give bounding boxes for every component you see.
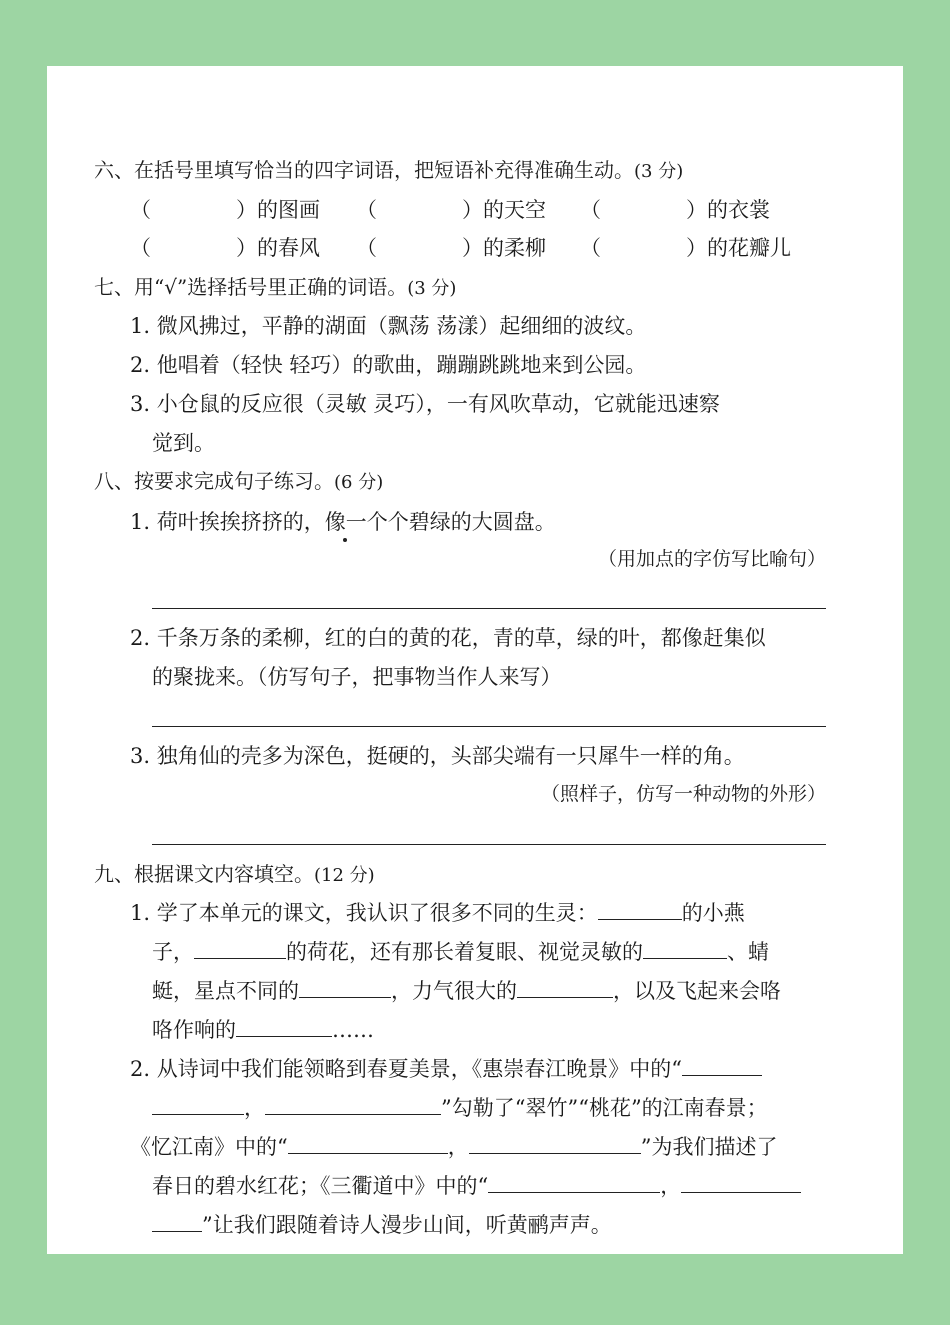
blank-poem1-a[interactable] [682, 1055, 762, 1076]
s9-q2-line3: 《忆江南》中的“ ， ”为我们描述了 [130, 1135, 778, 1159]
s6-r2c1: （ [130, 236, 151, 260]
section-6-score: (3 分) [634, 161, 684, 182]
section-9-score: (12 分) [314, 865, 375, 886]
s8-question-1-hint: （用加点的字仿写比喻句） [597, 548, 826, 570]
s7-question-1: 1. 微风拂过，平静的湖面（飘荡 荡漾）起细细的波纹。 [130, 314, 647, 338]
s6-r1c3: （ [580, 198, 601, 222]
s6-r2c1-text: ）的春风 [236, 236, 320, 260]
blank-poem3-b-cont[interactable] [152, 1211, 202, 1232]
s6-r1c1: （ [130, 198, 151, 222]
s9-q1-line1: 1. 学了本单元的课文，我认识了很多不同的生灵： 的小燕 [130, 901, 745, 925]
s9-q2-line1: 2. 从诗词中我们能领略到春夏美景，《惠崇春江晚景》中的“ [130, 1055, 762, 1083]
blank-beetle[interactable] [517, 977, 613, 998]
answer-line-2[interactable] [152, 726, 826, 727]
blank-poem2-a[interactable] [288, 1133, 448, 1154]
blank-poem3-a[interactable] [488, 1172, 660, 1193]
s7-question-2: 2. 他唱着（轻快 轻巧）的歌曲，蹦蹦跳跳地来到公园。 [130, 353, 647, 377]
emphasis-dot [343, 538, 347, 542]
answer-line-1[interactable] [152, 608, 826, 609]
s6-r2c3-text: ）的花瓣儿 [686, 236, 791, 260]
section-7-title: 七、用“√”选择括号里正确的词语。(3 分) [94, 275, 457, 299]
blank-poem3-b[interactable] [681, 1172, 801, 1193]
s9-q2-line4: 春日的碧水红花；《三衢道中》中的“ ， [152, 1172, 801, 1200]
blank-poem2-b[interactable] [469, 1133, 641, 1154]
s6-r1c2: （ [356, 198, 377, 222]
s9-q2-line5: ”让我们跟随着诗人漫步山间，听黄鹂声声。 [152, 1211, 612, 1239]
s6-r1c2-text: ）的天空 [462, 198, 546, 222]
section-8-score: (6 分) [334, 472, 384, 493]
section-9-title: 九、根据课文内容填空。(12 分) [94, 862, 375, 886]
s8-question-3-hint: （照样子，仿写一种动物的外形） [540, 783, 826, 805]
blank-lotus[interactable] [194, 938, 286, 959]
blank-grasshopper[interactable] [236, 1016, 332, 1037]
s6-r1c3-text: ）的衣裳 [686, 198, 770, 222]
section-8-title: 八、按要求完成句子练习。(6 分) [94, 469, 384, 493]
answer-line-3[interactable] [152, 844, 826, 845]
s8-question-2: 2. 千条万条的柔柳，红的白的黄的花，青的草，绿的叶，都像赶集似 [130, 626, 766, 650]
s6-r2c3: （ [580, 236, 601, 260]
s6-r2c2: （ [356, 236, 377, 260]
s9-q1-line4: 咯作响的 …… [152, 1018, 374, 1042]
s9-q1-line3: 蜓，星点不同的 ，力气很大的 ，以及飞起来会咯 [152, 979, 781, 1003]
s9-q2-line2: ， ”勾勒了“翠竹”“桃花”的江南春景； [152, 1094, 768, 1122]
s6-r1c1-text: ）的图画 [236, 198, 320, 222]
blank-ladybug[interactable] [299, 977, 391, 998]
section-6-title: 六、在括号里填写恰当的四字词语，把短语补充得准确生动。(3 分) [94, 158, 684, 182]
section-7-score: (3 分) [407, 278, 457, 299]
blank-poem1-b[interactable] [265, 1094, 441, 1115]
s7-question-3-cont: 觉到。 [152, 431, 215, 455]
s6-r2c2-text: ）的柔柳 [462, 236, 546, 260]
s9-q1-line2: 子， 的荷花，还有那长着复眼、视觉灵敏的 、蜻 [152, 940, 769, 964]
blank-poem1-a-cont[interactable] [152, 1094, 244, 1115]
s8-question-1: 1. 荷叶挨挨挤挤的，像一个个碧绿的大圆盘。 [130, 510, 556, 534]
blank-dragonfly[interactable] [643, 938, 727, 959]
s8-question-3: 3. 独角仙的壳多为深色，挺硬的，头部尖端有一只犀牛一样的角。 [130, 744, 745, 768]
blank-swallow[interactable] [598, 899, 682, 920]
s7-question-3: 3. 小仓鼠的反应很（灵敏 灵巧），一有风吹草动，它就能迅速察 [130, 392, 720, 416]
s8-question-2-cont: 的聚拢来。（仿写句子，把事物当作人来写） [152, 665, 562, 689]
